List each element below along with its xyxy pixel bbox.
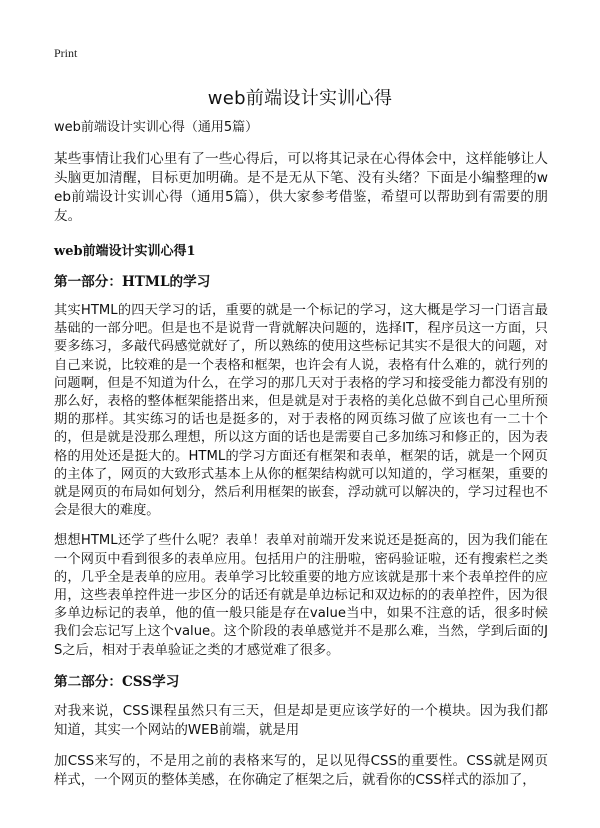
section-heading-css: 第二部分：CSS学习 [54, 673, 180, 690]
intro-paragraph: 某些事情让我们心里有了一些心得后，可以将其记录在心得体会中，这样能够让人头脑更加清醒，目标更加明确。是不是无从下笔、没有头绪？下面是小编整理的web前端设计实训心得（通用5篇），供大家参考借鉴，希望可以帮助到有需要的朋友。 [54, 151, 548, 224]
section-heading-html: 第一部分：HTML的学习 [54, 274, 211, 290]
document-subtitle: web前端设计实训心得（通用5篇） [54, 120, 259, 135]
document-body [54, 118, 548, 802]
paragraph-css-2: 加CSS来写的，不是用之前的表格来写的，足以见得CSS的重要性。CSS就是网页样式，一个网页的整体美感，在你确定了框架之后，就看你的CSS样式的添加了， [54, 753, 548, 788]
essay-heading: web前端设计实训心得1 [54, 244, 196, 259]
document-title: web前端设计实训心得 [207, 88, 393, 109]
paragraph-css-1: 对我来说，CSS课程虽然只有三天，但是却是更应该学好的一个模块。因为我们都知道，其实一个网站的WEB前端，就是用 [54, 703, 548, 738]
paragraph-html-1: 其实HTML的四天学习的话，重要的就是一个标记的学习，这大概是学习一门语言最基础的一部分吧。但是也不是说背一背就解决问题的，选择IT，程序员这一方面，只要多练习，多敲代码感觉就好了，所以熟练的使用这些标记其实不是很大的问题，对自己来说，比较难的是一个表格和框架，也许会有人说，表格有什么难的，就行列的问题啊，但是不知道为什么，在学习的那几天对于表格的学习和接受能力都没有别的那么好，表格的整体框架能搭出来，但是就是对于表格的美化总做不到自己心里所预期的那样。其实练习的话也是挺多的，对于表格的网页练习做了应该也有一二十个的，但是就是没那么理想，所以这方面的话也是需要自己多加练习和修正的，因为表格的用处还是挺大的。HTML的学习方面还有框架和表单，框架的话，就是一个网页的主体了，网页的大致形式基本上从你的框架结构就可以知道的，学习框架，重要的就是网页的布局如何划分，然后利用框架的嵌套，浮动就可以解决的，学习过程也不会是很大的难度。 [54, 303, 548, 519]
print-label: Print [54, 46, 78, 60]
paragraph-html-2: 想想HTML还学了些什么呢？表单！表单对前端开发来说还是挺高的，因为我们能在一个网页中看到很多的表单应用。包括用户的注册啦，密码验证啦，还有搜索栏之类的，几乎全是表单的应用。表单学习比较重要的地方应该就是那十来个表单控件的应用，这些表单控件进一步区分的话还有就是单边标记和双边标的的表单控件，因为很多单边标记的表单，他的值一般只能是存在value当中，如果不注意的话，很多时候我们会忘记写上这个value。这个阶段的表单感觉并不是那么难，当然，学到后面的JS之后，相对于表单验证之类的才感觉难了很多。 [54, 533, 548, 658]
